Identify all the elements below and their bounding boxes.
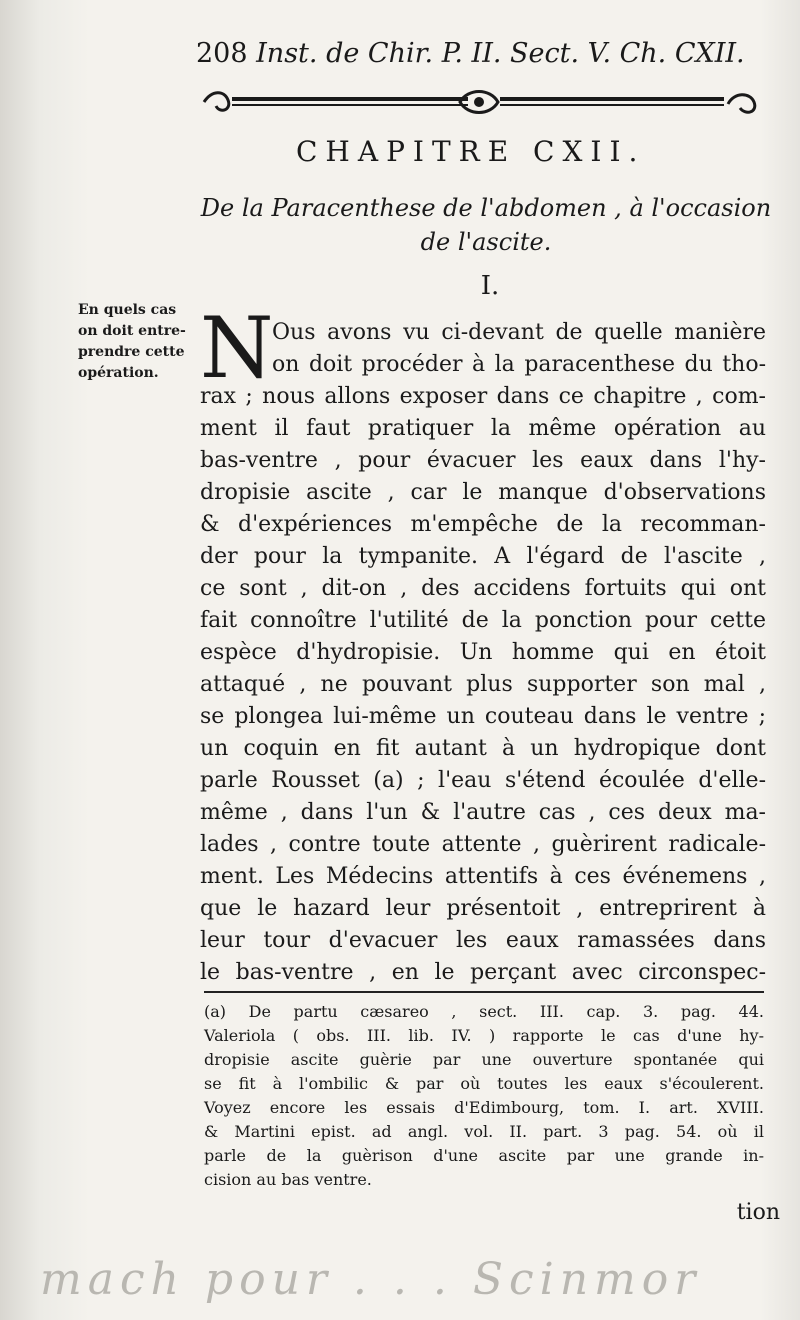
page-number: 208	[196, 38, 248, 69]
body-line: ce sont , dit-on , des accidens fortuits qui ont	[200, 576, 766, 601]
body-line: que le hazard leur présentoit , entreprirent à	[200, 896, 766, 921]
body-line: leur tour d'evacuer les eaux ramassées dans	[200, 928, 766, 953]
body-line: dropisie ascite , car le manque d'observations	[200, 480, 766, 505]
footnote-line: dropisie ascite guèrie par une ouverture spontanée qui	[204, 1050, 764, 1069]
body-line: fait connoître l'utilité de la ponction pour cette	[200, 608, 766, 633]
catchword: tion	[736, 1200, 780, 1225]
body-line: parle Rousset (a) ; l'eau s'étend écoulée d'elle-	[200, 768, 766, 793]
body-line: on doit procéder à la paracenthese du tho-	[272, 352, 766, 377]
chapter-title: CHAPITRE CXII.	[296, 135, 646, 168]
footnote-line: & Martini epist. ad angl. vol. II. part. 3 pag. 54. où il	[204, 1122, 764, 1141]
running-head	[196, 32, 756, 76]
margin-note	[78, 300, 196, 400]
body-line: se plongea lui-même un couteau dans le ventre ;	[200, 704, 766, 729]
footnotes	[204, 1000, 764, 1210]
body-line: Ous avons vu ci-devant de quelle manière	[272, 320, 766, 345]
body-line: attaqué , ne pouvant plus supporter son mal ,	[200, 672, 766, 697]
drop-capital: N	[200, 299, 274, 397]
chapter-subtitle-line-1: De la Paracenthese de l'abdomen , à l'occasion	[200, 194, 772, 222]
footnote-line: Valeriola ( obs. III. lib. IV. ) rapporte le cas d'une hy-	[204, 1026, 764, 1045]
body-line: ment il faut pratiquer la même opération au	[200, 416, 766, 441]
body-line: même , dans l'un & l'autre cas , ces deux ma-	[200, 800, 766, 825]
footnote-line: Voyez encore les essais d'Edimbourg, tom. I. art. XVIII.	[204, 1098, 764, 1117]
footnote-line: se fit à l'ombilic & par où toutes les eaux s'écoulerent.	[204, 1074, 764, 1093]
body-line: lades , contre toute attente , guèrirent radicale-	[200, 832, 766, 857]
running-head-title: Inst. de Chir. P. II. Sect. V. Ch. CXII.	[256, 38, 745, 69]
body-line: un coquin en fit autant à un hydropique dont	[200, 736, 766, 761]
body-text	[200, 318, 766, 988]
body-line: rax ; nous allons exposer dans ce chapitre , com-	[200, 384, 766, 409]
footnote-rule	[204, 991, 764, 993]
chapter-subtitle-line-2: de l'ascite.	[420, 228, 552, 256]
ornamental-rule-icon	[198, 86, 760, 118]
body-line: espèce d'hydropisie. Un homme qui en étoit	[200, 640, 766, 665]
body-line: le bas-ventre , en le perçant avec circonspec-	[200, 960, 766, 985]
margin-note-line: opération.	[78, 365, 159, 381]
body-line: ment. Les Médecins attentifs à ces événemens ,	[200, 864, 766, 889]
footnote-line: parle de la guèrison d'une ascite par une grande in-	[204, 1146, 764, 1165]
body-line: & d'expériences m'empêche de la recomman-	[200, 512, 766, 537]
footnote-line: cision au bas ventre.	[204, 1170, 372, 1189]
margin-note-line: prendre cette	[78, 344, 185, 360]
footnote-line: (a) De partu cæsareo , sect. III. cap. 3. pag. 44.	[204, 1002, 764, 1021]
margin-note-line: En quels cas	[78, 302, 177, 318]
handwritten-annotation: mach pour . . . Scinmor	[40, 1254, 702, 1305]
body-line: bas-ventre , pour évacuer les eaux dans l'hy-	[200, 448, 766, 473]
margin-note-line: on doit entre-	[78, 323, 186, 339]
section-number: I.	[480, 271, 500, 301]
body-line: der pour la tympanite. A l'égard de l'ascite ,	[200, 544, 766, 569]
